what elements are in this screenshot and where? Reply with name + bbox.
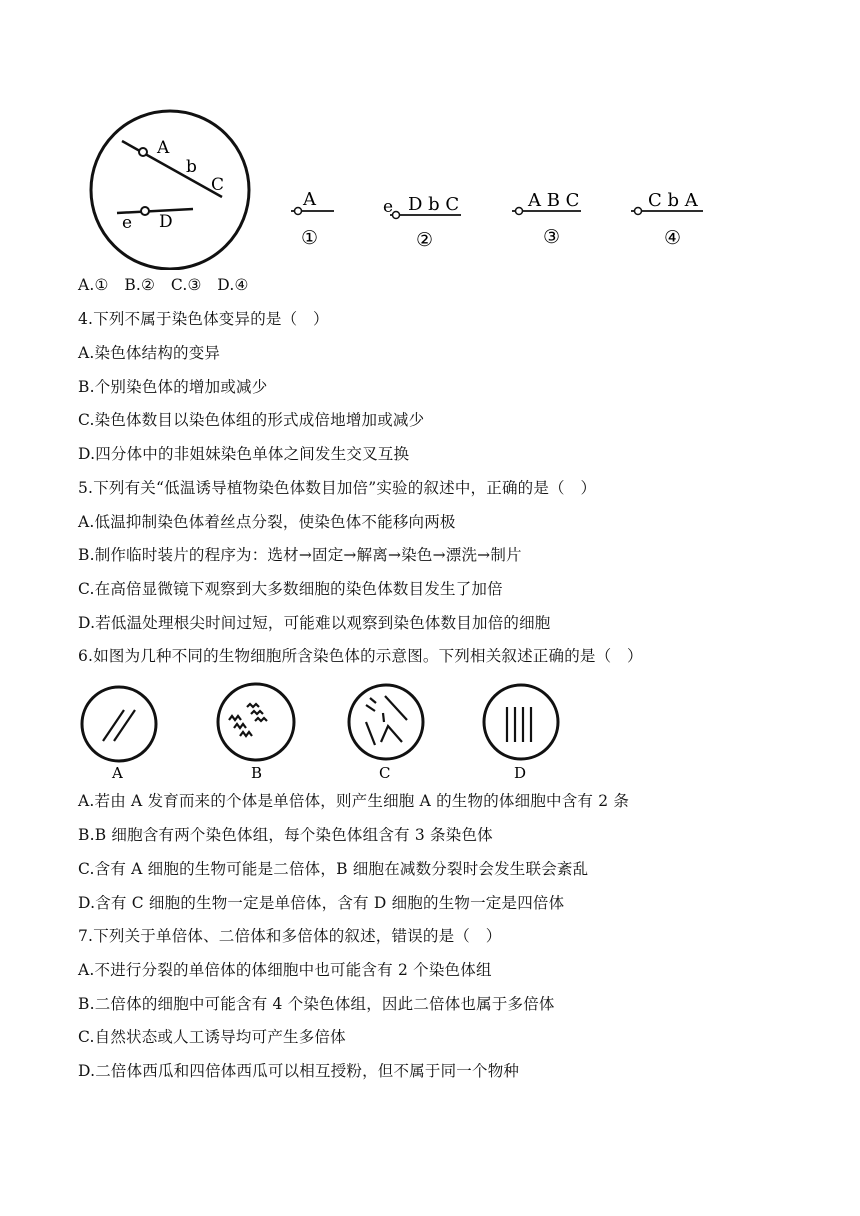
cell-A bbox=[82, 687, 156, 782]
q4-option-c: C.染色体数目以染色体组的形式成倍地增加或减少 bbox=[78, 411, 425, 429]
option-1-chrom: A bbox=[303, 189, 316, 210]
label-b: b bbox=[186, 157, 197, 177]
cell-C-label: C bbox=[379, 764, 391, 782]
option-3-num: ③ bbox=[543, 226, 561, 248]
option-1-num: ① bbox=[301, 227, 319, 249]
q4-option-b: B.个别染色体的增加或减少 bbox=[78, 378, 268, 396]
q4-option-d: D.四分体中的非姐妹染色单体之间发生交叉互换 bbox=[78, 445, 410, 463]
q4-stem: 4.下列不属于染色体变异的是（ ） bbox=[78, 310, 329, 328]
label-A: A bbox=[157, 138, 170, 158]
q6-option-a: A.若由 A 发育而来的个体是单倍体，则产生细胞 A 的生物的体细胞中含有 2 条 bbox=[78, 792, 630, 810]
label-C: C bbox=[211, 175, 225, 195]
q5-option-b: B.制作临时装片的程序为：选材→固定→解离→染色→漂洗→制片 bbox=[78, 546, 522, 564]
cell-B bbox=[218, 684, 294, 782]
cell-D bbox=[484, 685, 558, 782]
cell-D-label: D bbox=[514, 764, 527, 782]
cell-B-label: B bbox=[251, 764, 263, 782]
cell-C bbox=[349, 685, 423, 782]
option-2-chrom: D b C bbox=[408, 194, 460, 215]
option-2-num: ② bbox=[416, 229, 434, 251]
q7-stem: 7.下列关于单倍体、二倍体和多倍体的叙述，错误的是（ ） bbox=[78, 927, 502, 945]
q7-option-a: A.不进行分裂的单倍体的体细胞中也可能含有 2 个染色体组 bbox=[78, 961, 492, 979]
option-4-chrom: C b A bbox=[648, 190, 698, 211]
q7-option-c: C.自然状态或人工诱导均可产生多倍体 bbox=[78, 1028, 346, 1046]
q6-option-c: C.含有 A 细胞的生物可能是二倍体，B 细胞在减数分裂时会发生联会紊乱 bbox=[78, 860, 589, 878]
chromosome-figure-2 bbox=[0, 676, 860, 786]
q5-option-d: D.若低温处理根尖时间过短，可能难以观察到染色体数目加倍的细胞 bbox=[78, 614, 551, 632]
option-1 bbox=[291, 189, 334, 249]
chromosome-figure-1 bbox=[0, 0, 860, 270]
q6-option-b: B.B 细胞含有两个染色体组，每个染色体组含有 3 条染色体 bbox=[78, 826, 493, 844]
q7-option-d: D.二倍体西瓜和四倍体西瓜可以相互授粉，但不属于同一个物种 bbox=[78, 1062, 520, 1080]
q5-option-c: C.在高倍显微镜下观察到大多数细胞的染色体数目发生了加倍 bbox=[78, 580, 503, 598]
option-2-chrom-left: e bbox=[383, 197, 394, 217]
option-2 bbox=[383, 194, 461, 251]
q5-stem: 5.下列有关“低温诱导植物染色体数目加倍”实验的叙述中，正确的是（ ） bbox=[78, 479, 597, 497]
label-D: D bbox=[159, 212, 173, 232]
q6-option-d: D.含有 C 细胞的生物一定是单倍体，含有 D 细胞的生物一定是四倍体 bbox=[78, 894, 565, 912]
q6-stem: 6.如图为几种不同的生物细胞所含染色体的示意图。下列相关叙述正确的是（ ） bbox=[78, 647, 643, 665]
q5-option-a: A.低温抑制染色体着丝点分裂，使染色体不能移向两极 bbox=[78, 513, 456, 531]
q3-options: A.① B.② C.③ D.④ bbox=[78, 276, 249, 294]
label-e: e bbox=[122, 213, 133, 233]
cell-circle bbox=[91, 111, 249, 269]
cell-A-label: A bbox=[112, 764, 123, 782]
option-3-chrom: A B C bbox=[528, 190, 580, 211]
q4-option-a: A.染色体结构的变异 bbox=[78, 344, 221, 362]
option-3 bbox=[512, 190, 581, 248]
option-4-num: ④ bbox=[664, 227, 682, 249]
q7-option-b: B.二倍体的细胞中可能含有 4 个染色体组，因此二倍体也属于多倍体 bbox=[78, 995, 555, 1013]
option-4 bbox=[631, 190, 703, 249]
